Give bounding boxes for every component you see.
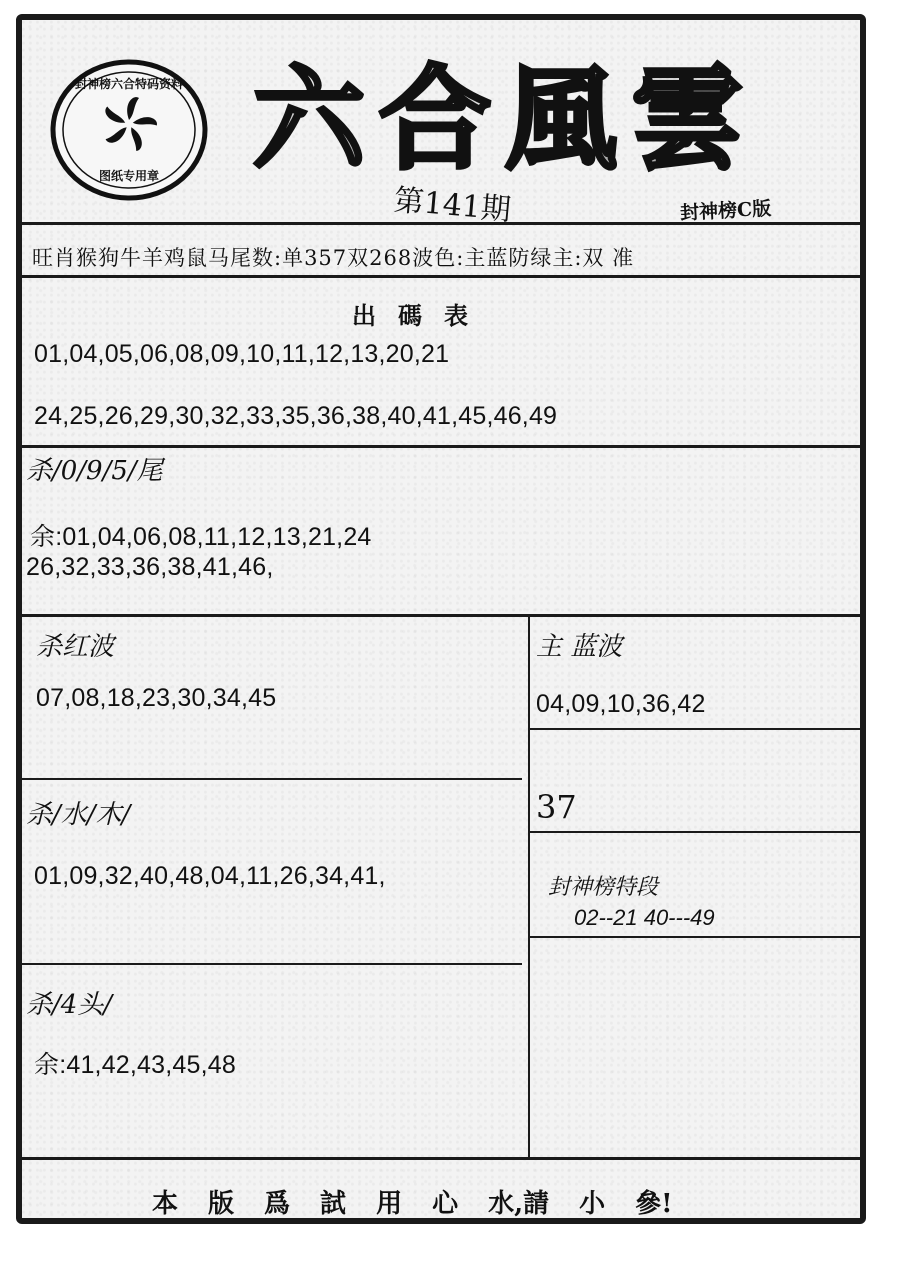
seal-text: 封神榜六合特码资料 bbox=[74, 77, 184, 91]
main-title: 六合風雲 bbox=[253, 54, 757, 185]
seal-stamp bbox=[48, 58, 210, 202]
issue-number: 第141期 bbox=[392, 182, 513, 229]
divider bbox=[22, 222, 860, 225]
special-number: 37 bbox=[536, 788, 577, 826]
footer-char: 本 bbox=[152, 1189, 179, 1219]
divider bbox=[530, 936, 860, 938]
footer-char: 試 bbox=[320, 1189, 347, 1219]
title-banner bbox=[200, 40, 810, 190]
seal-bottom-text: 图纸专用章 bbox=[98, 169, 160, 183]
footer-char: 爲 bbox=[264, 1189, 291, 1219]
footer-char: 參! bbox=[635, 1189, 673, 1219]
code-row-1: 01,04,05,06,08,09,10,11,12,13,20,21 bbox=[34, 340, 450, 368]
footer-char: 小 bbox=[579, 1189, 606, 1219]
footer-char: 用 bbox=[376, 1189, 403, 1219]
footer-char: 心 bbox=[432, 1189, 459, 1219]
special-segment-label: 封神榜特段 bbox=[548, 875, 659, 900]
kill-head-label: 杀/4头/ bbox=[26, 990, 113, 1020]
divider bbox=[22, 963, 522, 965]
footer-char: 版 bbox=[208, 1189, 235, 1219]
kill-tail-rest-2: 26,32,33,36,38,41,46, bbox=[26, 553, 274, 581]
code-table-title: 出碼表 bbox=[352, 301, 490, 330]
divider bbox=[22, 778, 522, 780]
code-row-2: 24,25,26,29,30,32,33,35,36,38,40,41,45,46,49 bbox=[34, 402, 558, 430]
footer-note bbox=[152, 1183, 673, 1220]
divider bbox=[22, 614, 860, 617]
kill-head-rest: 余:41,42,43,45,48 bbox=[34, 1051, 236, 1079]
kill-red-numbers: 07,08,18,23,30,34,45 bbox=[36, 684, 277, 712]
kill-element-numbers: 01,09,32,40,48,04,11,26,34,41, bbox=[34, 862, 386, 890]
kill-element-label: 杀/水/木/ bbox=[26, 800, 131, 830]
main-blue-numbers: 04,09,10,36,42 bbox=[536, 690, 706, 718]
column-divider bbox=[528, 614, 530, 1157]
kill-tail-rest-1: 余:01,04,06,08,11,12,13,21,24 bbox=[30, 523, 372, 551]
divider bbox=[22, 445, 860, 448]
divider bbox=[530, 728, 860, 730]
kill-red-label: 杀红波 bbox=[36, 632, 115, 662]
main-blue-label: 主 蓝波 bbox=[536, 632, 623, 662]
divider bbox=[22, 1157, 860, 1160]
lottery-sheet bbox=[16, 14, 866, 1224]
footer-char: 水,請 bbox=[488, 1189, 550, 1219]
divider bbox=[530, 831, 860, 833]
divider bbox=[22, 275, 860, 278]
info-line: 旺肖猴狗牛羊鸡鼠马尾数:单357双268波色:主蓝防绿主:双 准 bbox=[32, 246, 635, 270]
edition-label: 封神榜C版 bbox=[679, 197, 772, 225]
kill-tail-label: 杀/0/9/5/尾 bbox=[26, 456, 163, 486]
special-segment-value: 02--21 40---49 bbox=[574, 905, 715, 930]
